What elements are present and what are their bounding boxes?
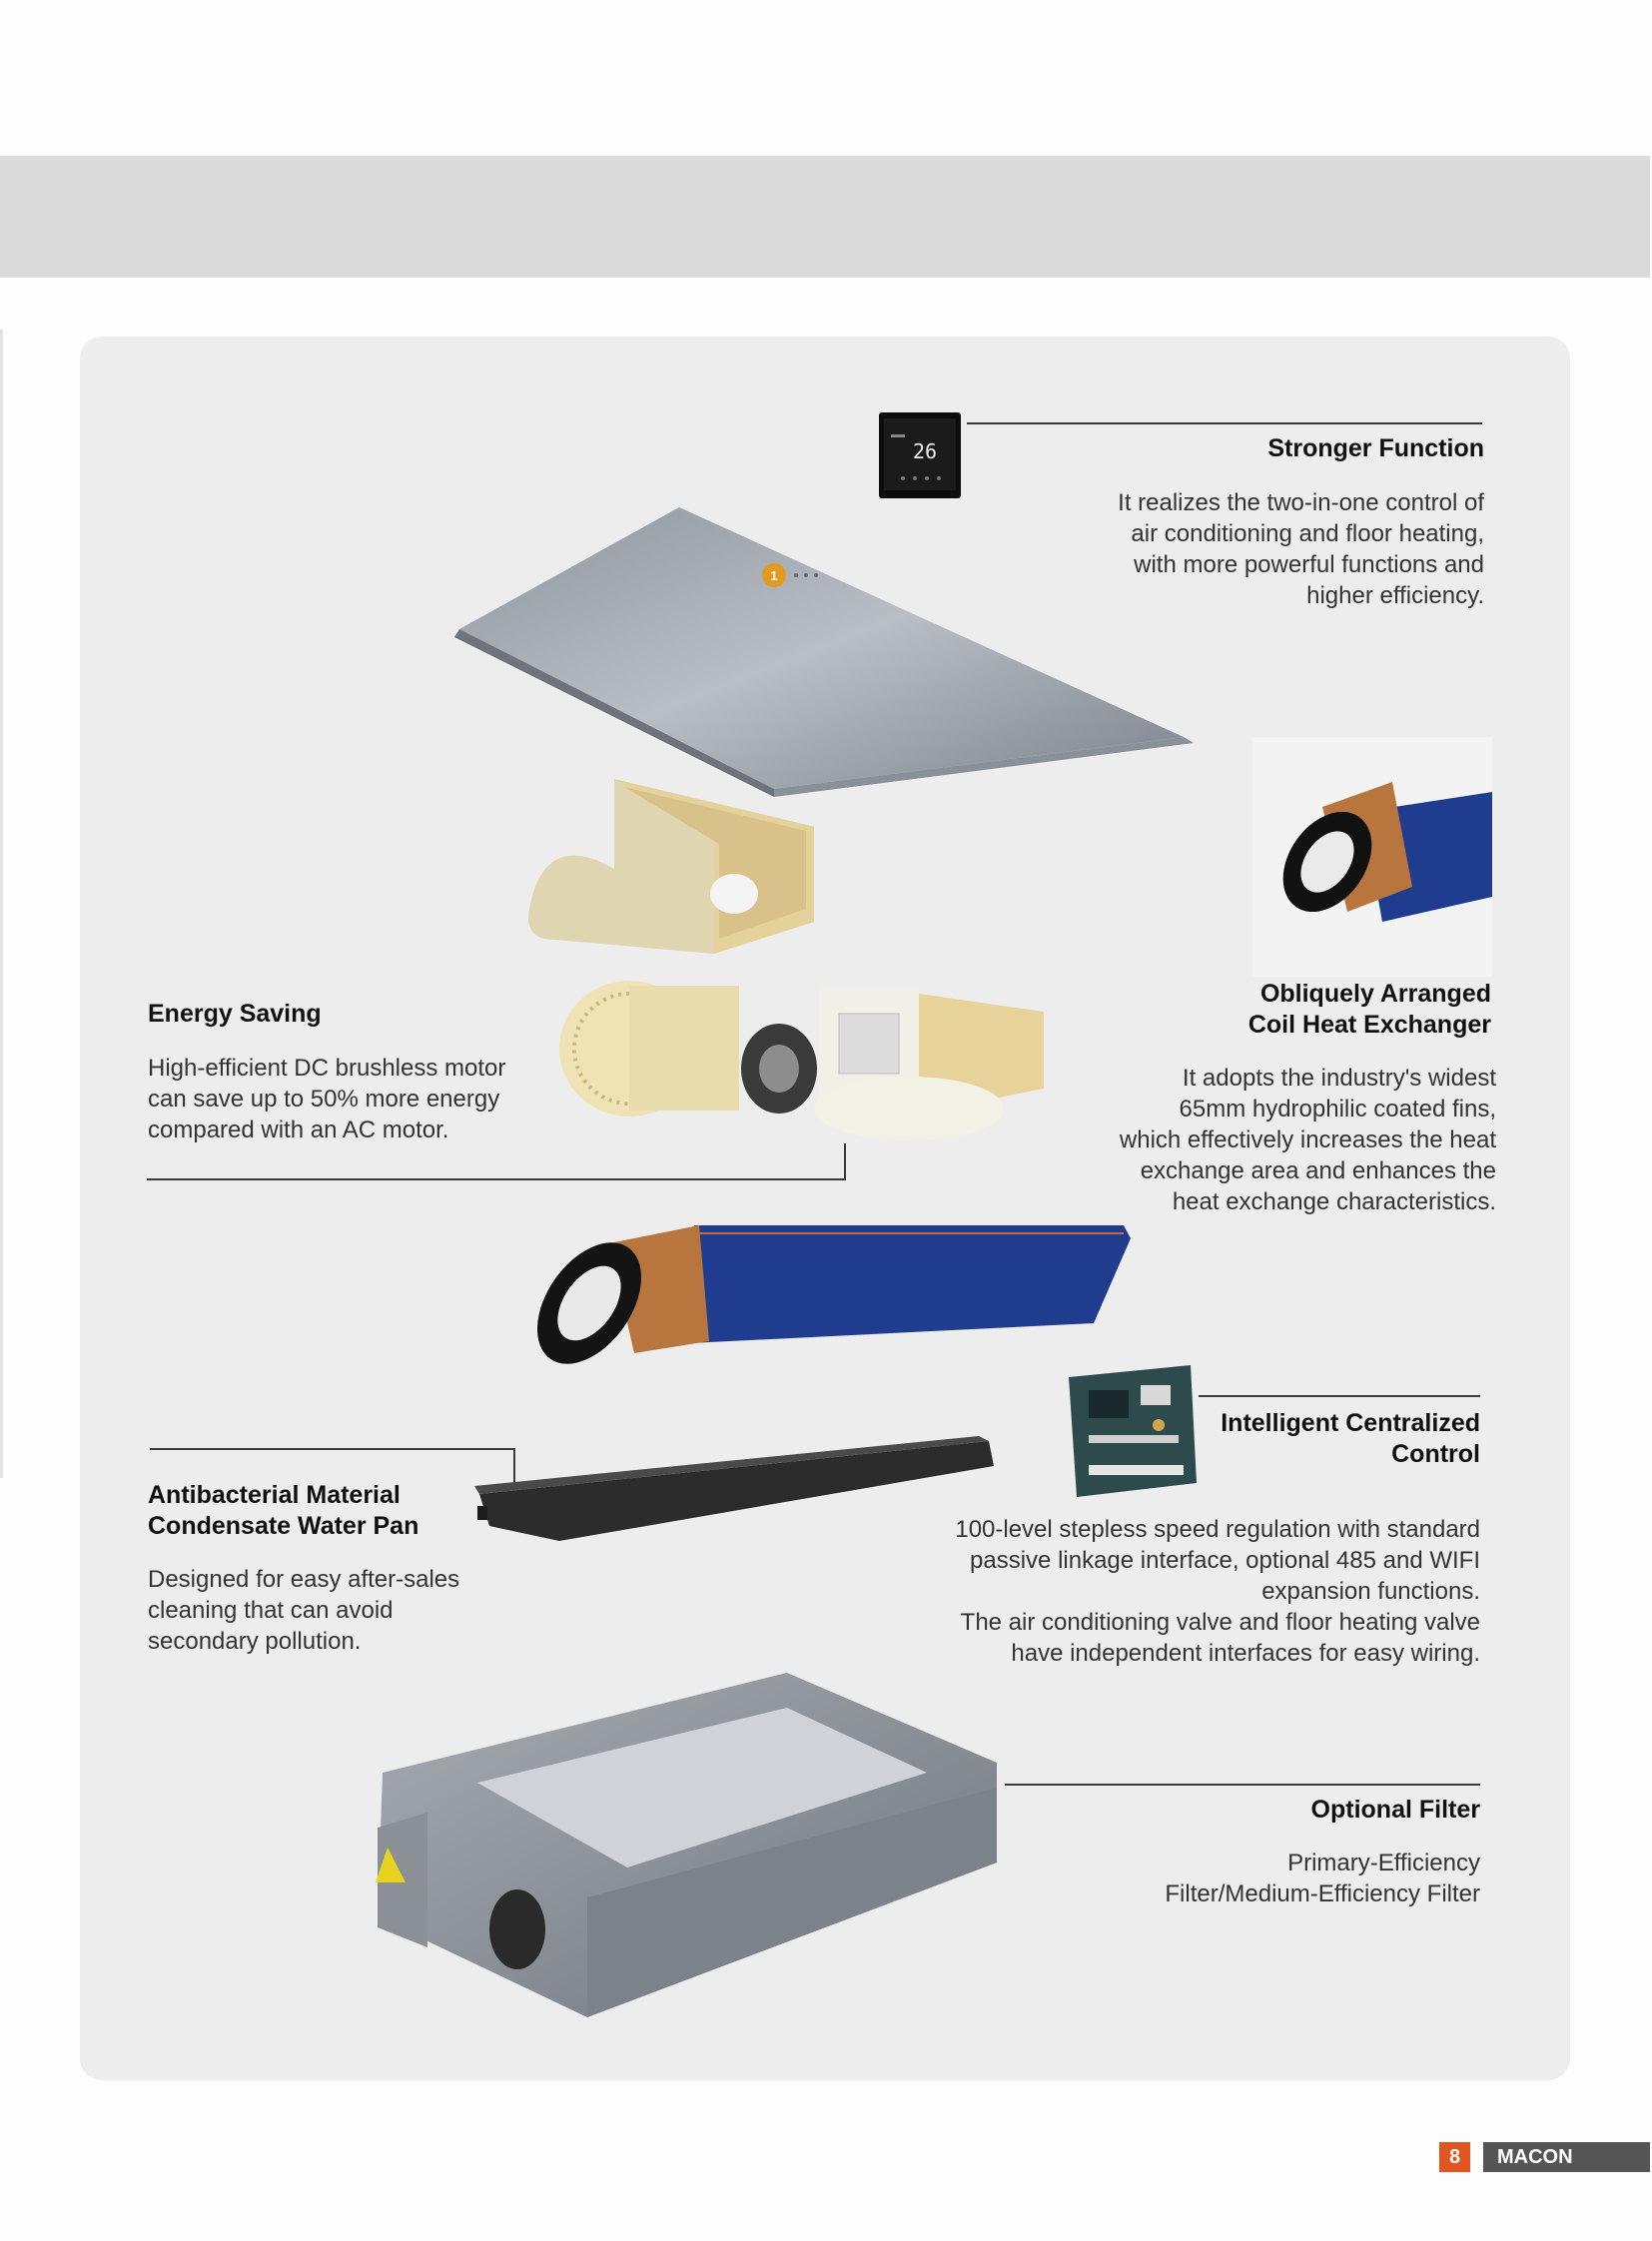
condensate-water-pan-image [469,1436,999,1546]
top-cover-plate-image [444,499,1204,799]
intelligent-control-desc: 100-level stepless speed regulation with standard passive linkage interface, optional 485 and WIFI expansion functions. The air conditioning valve and floor heating valve have independent interfaces for easy wiring. [955,1516,1480,1667]
obliquely-arranged-desc: It adopts the industry's widest 65mm hydrophilic coated fins, which effectively increases the heat exchange area and enhances the heat exchange characteristics. [1119,1065,1496,1215]
intelligent-control-leader-line [1199,1395,1480,1397]
coil-detail-image [1252,737,1492,977]
antibacterial-title: Antibacterial Material Condensate Water Pan [148,1481,419,1540]
fan-housing-image [524,769,814,964]
energy-saving-leader-tick [844,1143,846,1180]
blower-fan-assembly-image [549,974,1054,1143]
stronger-function-desc: It realizes the two-in-one control of air conditioning and floor heating, with more powerful functions and higher efficiency. [1118,489,1484,609]
stronger-function-leader-line [967,422,1482,424]
optional-filter-title: Optional Filter [1310,1796,1480,1824]
page-number: 8 [1439,2142,1470,2172]
coil-heat-exchanger-image [519,1213,1139,1373]
energy-saving-desc: High-efficient DC brushless motor can save up to 50% more energy compared with an AC motor. [148,1055,506,1143]
optional-filter-leader-line [1005,1784,1480,1786]
antibacterial-leader-line [150,1448,515,1450]
thermostat-image [879,412,963,500]
brand-label: MACON [1483,2142,1650,2172]
energy-saving-leader-line [147,1178,846,1180]
intelligent-control-title: Intelligent Centralized Control [1221,1409,1480,1468]
header-band [0,156,1650,278]
left-edge-strip [0,330,3,1478]
energy-saving-title: Energy Saving [148,1000,322,1028]
thermostat-display: 26 [912,439,938,463]
step-badge-number: 1 [770,568,778,583]
unit-chassis-image [368,1668,1007,2027]
obliquely-arranged-title: Obliquely Arranged Coil Heat Exchanger [1247,980,1491,1039]
stronger-function-title: Stronger Function [1267,434,1484,462]
antibacterial-desc: Designed for easy after-sales cleaning that can avoid secondary pollution. [148,1566,460,1655]
control-board-image [1069,1365,1197,1500]
optional-filter-desc: Primary-Efficiency Filter/Medium-Efficiency Filter [1165,1850,1480,1907]
